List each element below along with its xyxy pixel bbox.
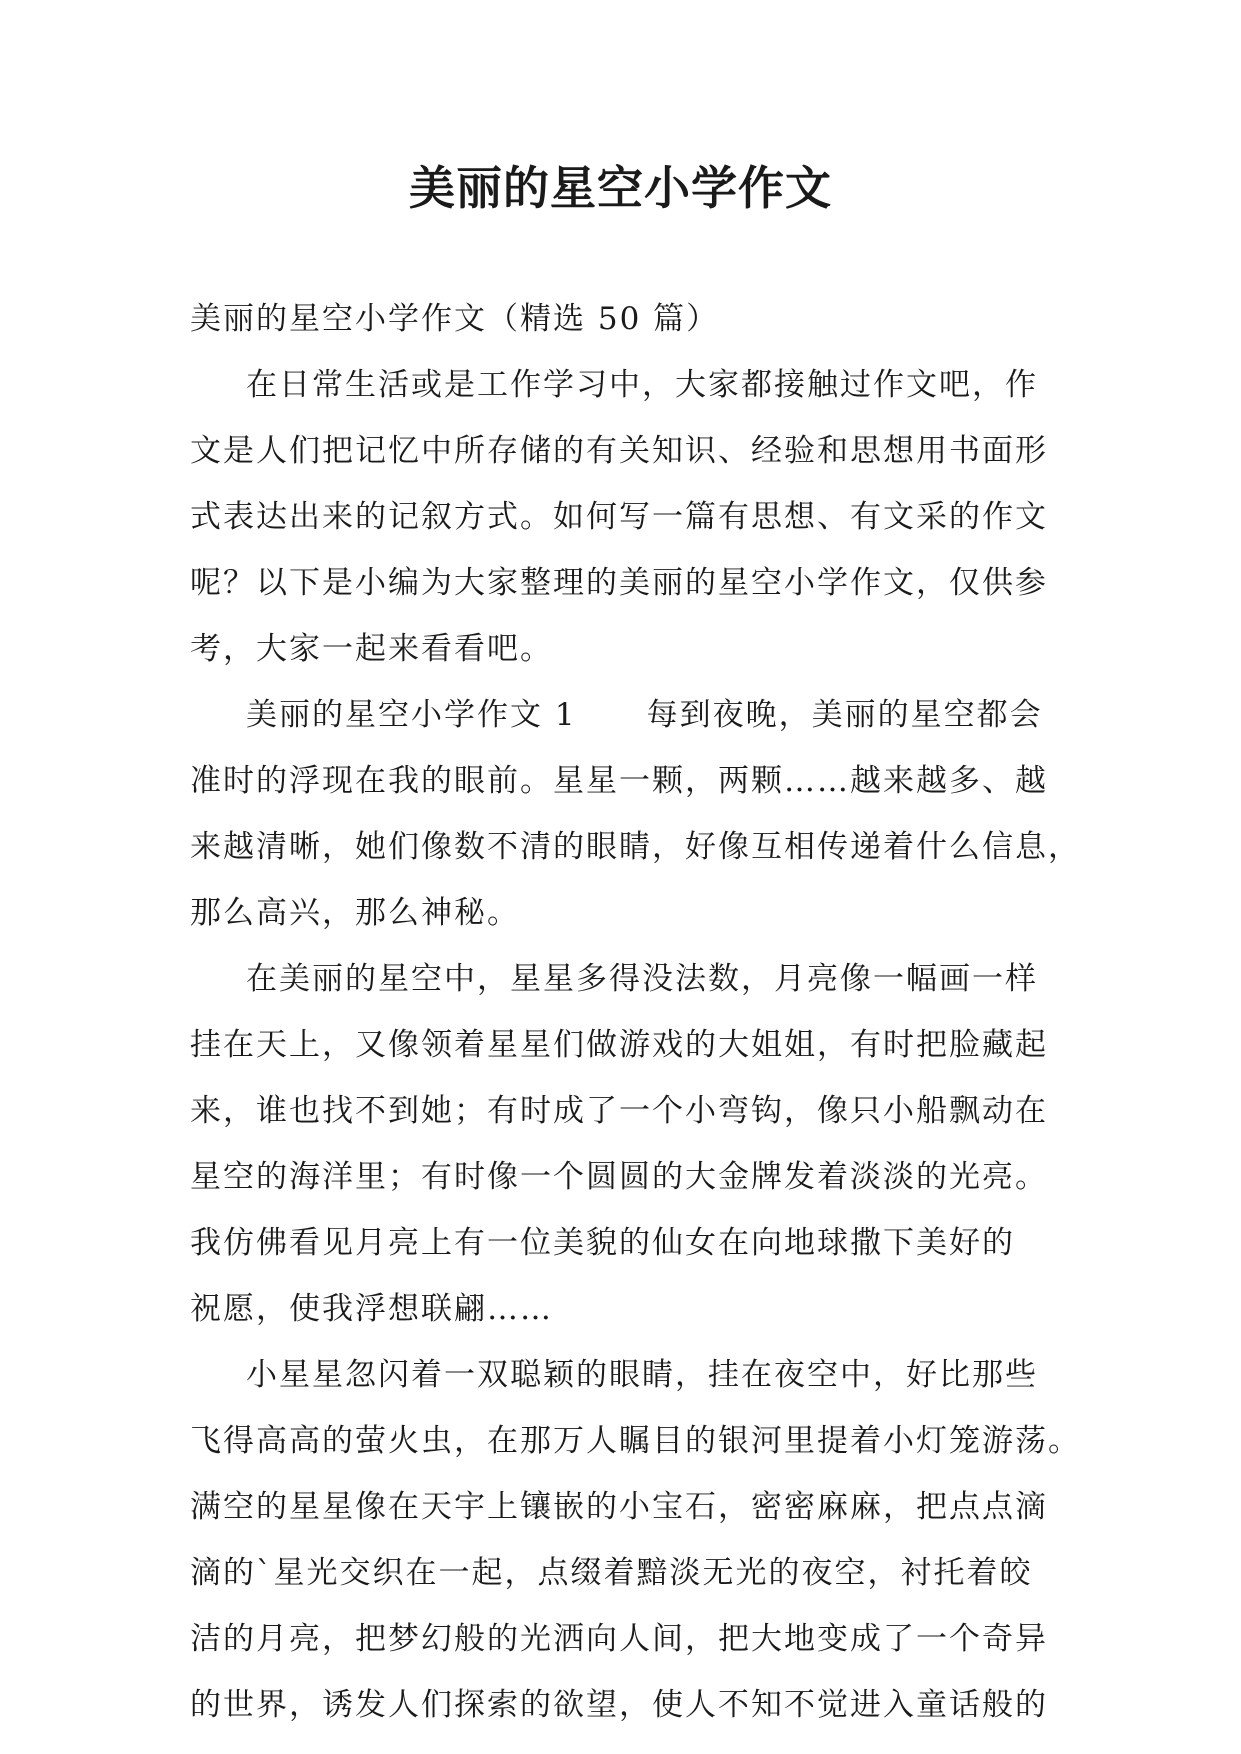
paragraph-line: 文是人们把记忆中所存储的有关知识、经验和思想用书面形 [190,433,1048,469]
subtitle-line: 美丽的星空小学作文（精选 50 篇） [190,301,720,337]
paragraph-line [190,1342,1052,1408]
paragraph-line: 我仿佛看见月亮上有一位美貌的仙女在向地球撒下美好的 [190,1225,1015,1261]
paragraph-line: 的世界，诱发人们探索的欲望，使人不知不觉进入童话般的 [190,1687,1048,1723]
paragraph-line [190,352,1052,418]
paragraph-line: 挂在天上，又像领着星星们做游戏的大姐姐，有时把脸藏起 [190,1027,1048,1063]
paragraph-line: 那么高兴，那么神秘。 [190,895,520,931]
paragraph-text: 在日常生活或是工作学习中，大家都接触过作文吧，作 [246,367,1038,403]
document-title: 美丽的星空小学作文 [409,161,832,215]
paragraph-line: 式表达出来的记叙方式。如何写一篇有思想、有文采的作文 [190,499,1048,535]
paragraph-line: 祝愿，使我浮想联翩…… [190,1291,553,1327]
section-heading: 美丽的星空小学作文 1 [246,697,577,733]
paragraph-line: 来越清晰，她们像数不清的眼睛，好像互相传递着什么信息， [190,829,1081,865]
paragraph-line: 滴的`星光交织在一起，点缀着黯淡无光的夜空，衬托着皎 [190,1555,1033,1591]
paragraph-line: 飞得高高的萤火虫，在那万人瞩目的银河里提着小灯笼游荡。 [190,1423,1081,1459]
paragraph-text: 在美丽的星空中，星星多得没法数，月亮像一幅画一样 [246,961,1038,997]
document-body [190,286,1081,1738]
paragraph-line [190,682,1052,748]
paragraph-line: 呢？以下是小编为大家整理的美丽的星空小学作文，仅供参 [190,565,1048,601]
paragraph-text: 每到夜晚，美丽的星空都会 [646,697,1043,733]
paragraph-line: 考，大家一起来看看吧。 [190,631,553,667]
paragraph-line: 满空的星星像在天宇上镶嵌的小宝石，密密麻麻，把点点滴 [190,1489,1048,1525]
paragraph-line [190,946,1052,1012]
paragraph-line: 来，谁也找不到她；有时成了一个小弯钩，像只小船飘动在 [190,1093,1048,1129]
paragraph-text: 小星星忽闪着一双聪颖的眼睛，挂在夜空中，好比那些 [246,1357,1038,1393]
paragraph-line: 洁的月亮，把梦幻般的光洒向人间，把大地变成了一个奇异 [190,1621,1048,1657]
paragraph-line: 星空的海洋里；有时像一个圆圆的大金牌发着淡淡的光亮。 [190,1159,1048,1195]
paragraph-line: 准时的浮现在我的眼前。星星一颗，两颗……越来越多、越 [190,763,1048,799]
